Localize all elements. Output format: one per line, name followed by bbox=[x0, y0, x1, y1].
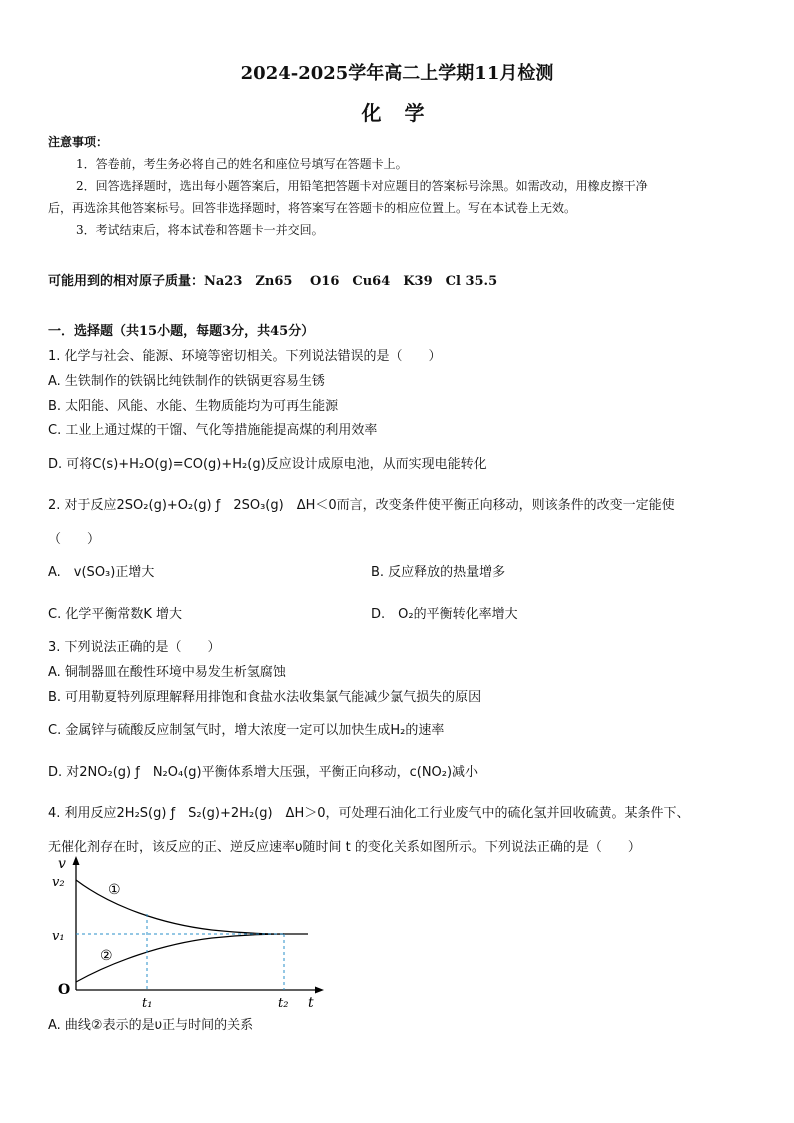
notice-heading: 注意事项： bbox=[48, 135, 109, 149]
q4-stem: 4. 利用反应2H₂S(g) ƒ S₂(g)+2H₂(g) ΔH＞0，可处理石油化工行业废气中的硫化氢并回收硫黄。某条件下、 bbox=[48, 806, 690, 821]
notice-item-2b: 后，再选涂其他答案标号。回答非选择题时，将答案写在答题卡的相应位置上。写在本试卷上无效。 bbox=[48, 201, 577, 215]
rate-time-graph bbox=[52, 852, 332, 1012]
curve-2-label: ② bbox=[100, 948, 113, 964]
q1-stem: 1. 化学与社会、能源、环境等密切相关。下列说法错误的是（ ） bbox=[48, 349, 442, 364]
q2-option-b: B. 反应释放的热量增多 bbox=[371, 565, 506, 580]
x-tick-t2: t₂ bbox=[278, 996, 289, 1011]
x-axis-arrow bbox=[315, 987, 324, 994]
atomic-masses: 可能用到的相对原子质量：Na23 Zn65 O16 Cu64 K39 Cl 35.5 bbox=[48, 274, 498, 289]
notice-item-3: 3．考试结束后，将本试卷和答题卡一并交回。 bbox=[76, 223, 324, 237]
notice-item-2a: 2．回答选择题时，选出每小题答案后，用铅笔把答题卡对应题目的答案标号涂黑。如需改动，用橡皮擦干净 bbox=[76, 179, 648, 193]
q3-stem: 3. 下列说法正确的是（ ） bbox=[48, 640, 221, 655]
notice-item-1: 1．答卷前，考生务必将自己的姓名和座位号填写在答题卡上。 bbox=[76, 157, 408, 171]
section-1-heading: 一．选择题（共15小题，每题3分，共45分） bbox=[48, 324, 315, 339]
q2-option-d: D. O₂的平衡转化率增大 bbox=[371, 607, 518, 622]
q2-option-a: A. v(SO₃)正增大 bbox=[48, 565, 155, 580]
q3-option-b: B. 可用勒夏特列原理解释用排饱和食盐水法收集氯气能减少氯气损失的原因 bbox=[48, 690, 482, 705]
exam-title: 2024-2025学年高二上学期11月检测 bbox=[240, 63, 554, 84]
curve-1-label: ① bbox=[108, 882, 121, 898]
subject-title: 化 学 bbox=[361, 101, 433, 125]
y-axis-label: v bbox=[58, 856, 66, 872]
q1-option-d: D. 可将C(s)+H₂O(g)=CO(g)+H₂(g)反应设计成原电池，从而实现电能转化 bbox=[48, 457, 487, 472]
q3-option-c: C. 金属锌与硫酸反应制氢气时，增大浓度一定可以加快生成H₂的速率 bbox=[48, 723, 445, 738]
q3-option-a: A. 铜制器皿在酸性环境中易发生析氢腐蚀 bbox=[48, 665, 286, 680]
origin-label: O bbox=[58, 982, 71, 998]
x-axis-label: t bbox=[308, 995, 314, 1011]
q2-stem-cont: （ ） bbox=[48, 532, 101, 547]
q1-option-c: C. 工业上通过煤的干馏、气化等措施能提高煤的利用效率 bbox=[48, 423, 378, 438]
q3-option-d: D. 对2NO₂(g) ƒ N₂O₄(g)平衡体系增大压强，平衡正向移动，c(NO₂)减小 bbox=[48, 765, 479, 780]
q2-option-c: C. 化学平衡常数K 增大 bbox=[48, 607, 182, 622]
q4-option-a: A. 曲线②表示的是υ正与时间的关系 bbox=[48, 1018, 254, 1033]
q4-stem-cont: 无催化剂存在时，该反应的正、逆反应速率υ随时间 t 的变化关系如图所示。下列说法正确的是（ ） bbox=[48, 840, 641, 855]
y-tick-v1: v₁ bbox=[52, 929, 65, 944]
x-tick-t1: t₁ bbox=[142, 996, 153, 1011]
q2-stem: 2. 对于反应2SO₂(g)+O₂(g) ƒ 2SO₃(g) ΔH＜0而言，改变条件使平衡正向移动，则该条件的改变一定能使 bbox=[48, 498, 675, 513]
q1-option-a: A. 生铁制作的铁锅比纯铁制作的铁锅更容易生锈 bbox=[48, 374, 325, 389]
y-axis-arrow bbox=[73, 856, 80, 865]
y-tick-v2: v₂ bbox=[52, 875, 65, 890]
q1-option-b: B. 太阳能、风能、水能、生物质能均为可再生能源 bbox=[48, 399, 339, 414]
